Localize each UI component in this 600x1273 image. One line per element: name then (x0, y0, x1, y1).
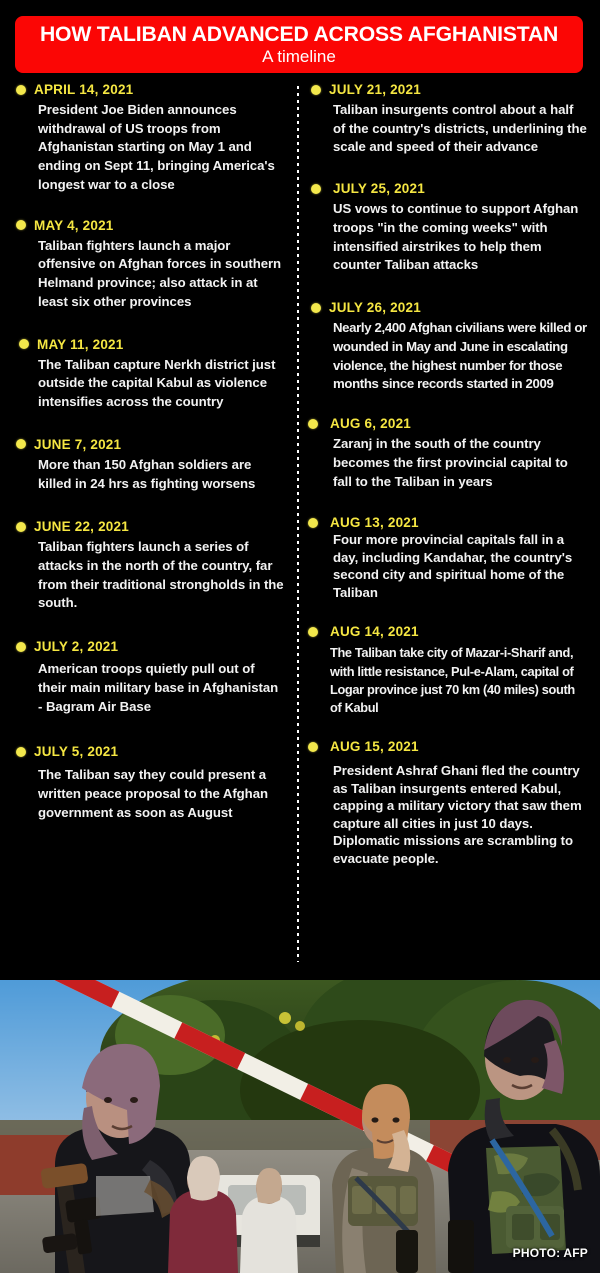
timeline-event-date: MAY 4, 2021 (34, 217, 114, 233)
timeline-event-text: Zaranj in the south of the country becomes the first provincial capital to fall to the Taliban in years (333, 436, 568, 489)
timeline-event-date: AUG 6, 2021 (330, 416, 411, 432)
timeline-event-date: AUG 14, 2021 (330, 624, 419, 640)
timeline-event (16, 437, 288, 493)
timeline-event (308, 181, 590, 275)
timeline-event-text: Taliban fighters launch a major offensive on Afghan forces in southern Helmand province; also attack in at least six other provinces (38, 237, 282, 309)
timeline-event (308, 82, 590, 157)
timeline-column-left (16, 82, 288, 825)
timeline-event-header (16, 218, 288, 233)
timeline-event-date: AUG 13, 2021 (330, 515, 419, 531)
timeline-event (308, 300, 590, 394)
timeline-event (16, 744, 288, 822)
timeline-event-header (16, 744, 288, 759)
timeline-event (16, 337, 288, 412)
column-divider (297, 86, 299, 962)
timeline-event-header (308, 181, 590, 196)
timeline-event-date: AUG 15, 2021 (330, 739, 419, 755)
timeline-event-header (308, 515, 590, 530)
header-banner (15, 16, 583, 73)
bullet-dot-icon (308, 627, 318, 637)
timeline-event-text: The Taliban capture Nerkh district just outside the capital Kabul as violence intensifies across the country (38, 356, 276, 410)
timeline-event-date: JUNE 7, 2021 (34, 436, 122, 452)
timeline-event (308, 739, 590, 867)
timeline-event-text: President Ashraf Ghani fled the country as Taliban insurgents entered Kabul, capping a military victory that saw them capture all cities in just 10 days. Diplomatic missions are scrambling to evacuate people. (333, 763, 582, 866)
timeline-event-header (16, 639, 288, 654)
timeline-event-text: More than 150 Afghan soldiers are killed in 24 hrs as fighting worsens (38, 456, 256, 491)
bullet-dot-icon (308, 742, 318, 752)
photo-illustration (0, 980, 600, 1273)
timeline-event-text: Taliban fighters launch a series of attacks in the north of the country, far from their traditional strongholds in the south. (38, 539, 284, 611)
timeline-event-text: The Taliban say they could present a written peace proposal to the Afghan government as soon as August (38, 767, 268, 820)
timeline-event-text: Four more provincial capitals fall in a day, including Kandahar, the country's second city and spiritual home of the Taliban (333, 532, 573, 600)
timeline-event-text: Taliban insurgents control about a half of the country's districts, underlining the scale and speed of their advance (333, 102, 587, 155)
timeline-event-date: JULY 2, 2021 (34, 639, 119, 655)
timeline-event-text: President Joe Biden announces withdrawal of US troops from Afghanistan starting on May 1 and ending on Sept 11, bringing America's longest war to a close (38, 102, 275, 192)
timeline-event-date: JULY 26, 2021 (329, 300, 421, 316)
bullet-dot-icon (19, 339, 29, 349)
bullet-dot-icon (16, 85, 26, 95)
timeline-event-header (16, 337, 288, 352)
timeline-event (16, 519, 288, 613)
bullet-dot-icon (16, 747, 26, 757)
page-subtitle: A timeline (262, 46, 336, 66)
timeline-event-text: The Taliban take city of Mazar-i-Sharif and, with little resistance, Pul-e-Alam, capital of Logar province just 70 km (40 miles) south of Kabul (330, 645, 575, 715)
timeline-column-right (308, 82, 590, 869)
timeline-event-date: JULY 5, 2021 (34, 744, 119, 760)
timeline-event-date: JULY 25, 2021 (333, 181, 425, 197)
bullet-dot-icon (311, 303, 321, 313)
timeline-event-text: Nearly 2,400 Afghan civilians were killed or wounded in May and June in escalating violence, the highest number for those months since records started in 2009 (333, 320, 587, 392)
timeline-event-header (16, 82, 288, 97)
timeline-event (308, 624, 590, 717)
timeline-event-header (308, 82, 590, 97)
bullet-dot-icon (16, 220, 26, 230)
timeline-event-header (308, 300, 590, 315)
bullet-dot-icon (308, 518, 318, 528)
timeline (0, 82, 600, 980)
timeline-event-header (16, 437, 288, 452)
bullet-dot-icon (311, 85, 321, 95)
photo-banner (0, 980, 600, 1273)
timeline-event-header (308, 624, 590, 639)
timeline-event-date: JULY 21, 2021 (329, 82, 421, 97)
bullet-dot-icon (16, 439, 26, 449)
bullet-dot-icon (16, 522, 26, 532)
bullet-dot-icon (311, 184, 321, 194)
timeline-event (16, 82, 288, 195)
timeline-event-header (308, 739, 590, 754)
timeline-event-text: American troops quietly pull out of their main military base in Afghanistan - Bagram Air Base (38, 661, 279, 714)
timeline-event-text: US vows to continue to support Afghan troops "in the coming weeks" with intensified airstrikes to help them counter Taliban attacks (333, 201, 579, 273)
bullet-dot-icon (308, 419, 318, 429)
timeline-event (308, 416, 590, 491)
timeline-event (16, 639, 288, 716)
timeline-event-header (16, 519, 288, 534)
photo-credit: PHOTO: AFP (512, 1246, 588, 1260)
bullet-dot-icon (16, 642, 26, 652)
timeline-event (16, 218, 288, 312)
timeline-event-date: JUNE 22, 2021 (34, 519, 129, 535)
timeline-event (308, 515, 590, 601)
page-title: HOW TALIBAN ADVANCED ACROSS AFGHANISTAN (39, 21, 559, 46)
timeline-event-header (308, 416, 590, 431)
timeline-event-date: MAY 11, 2021 (37, 336, 124, 352)
timeline-event-date: APRIL 14, 2021 (34, 82, 134, 97)
